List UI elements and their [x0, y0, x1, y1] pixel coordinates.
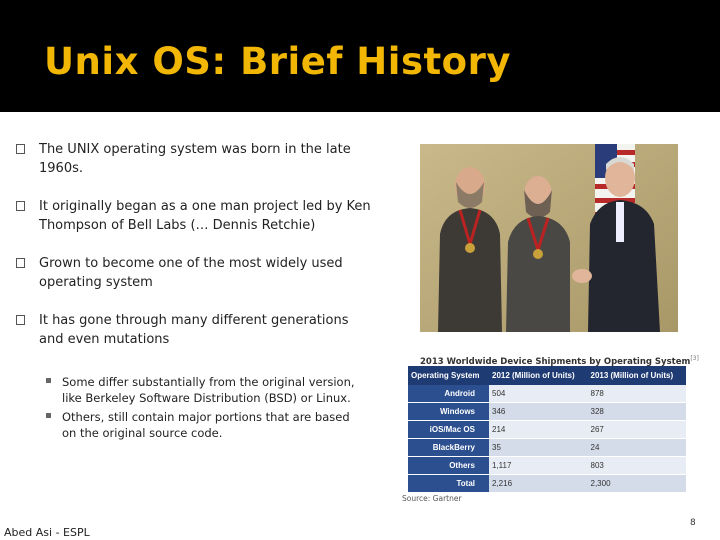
os-cell: Android	[408, 385, 489, 403]
os-cell: Windows	[408, 403, 489, 421]
os-cell: BlackBerry	[408, 439, 489, 457]
title-bar	[0, 0, 720, 112]
bullet-list	[16, 140, 376, 368]
value-cell: 35	[489, 439, 588, 457]
bullet-box-icon	[16, 258, 25, 268]
slide-title: Unix OS: Brief History	[44, 40, 511, 83]
sub-bullet-list	[44, 374, 364, 444]
value-cell: 2,300	[588, 475, 687, 493]
value-cell: 504	[489, 385, 588, 403]
table-row	[408, 385, 686, 403]
column-header: Operating System	[408, 366, 489, 385]
value-cell: 803	[588, 457, 687, 475]
bullet-item: It has gone through many different generations and even mutations	[16, 311, 376, 349]
square-bullet-icon	[46, 413, 51, 418]
value-cell: 214	[489, 421, 588, 439]
value-cell: 878	[588, 385, 687, 403]
value-cell: 24	[588, 439, 687, 457]
photo-illustration	[420, 144, 678, 332]
bullet-item: The UNIX operating system was born in the late 1960s.	[16, 140, 376, 178]
os-cell: Others	[408, 457, 489, 475]
column-header: 2013 (Million of Units)	[588, 366, 687, 385]
table-source: Source: Gartner	[402, 494, 462, 503]
bullet-item: It originally began as a one man project led by Ken Thompson of Bell Labs (… Dennis Retchie)	[16, 197, 376, 235]
slide-footer: Abed Asi - ESPL	[4, 526, 90, 539]
bullet-box-icon	[16, 201, 25, 211]
sub-bullet-item: Some differ substantially from the original version, like Berkeley Software Distribution (BSD) or Linux.	[44, 374, 364, 406]
value-cell: 1,117	[489, 457, 588, 475]
award-photo	[420, 144, 678, 332]
table-row	[408, 475, 686, 493]
value-cell: 346	[489, 403, 588, 421]
bullet-box-icon	[16, 144, 25, 154]
value-cell: 328	[588, 403, 687, 421]
sub-bullet-item: Others, still contain major portions that are based on the original source code.	[44, 409, 364, 441]
os-cell: Total	[408, 475, 489, 493]
shipments-table	[408, 366, 686, 493]
table-row	[408, 403, 686, 421]
table-title: 2013 Worldwide Device Shipments by Operating System[3]	[420, 355, 699, 367]
device-shipments-table	[400, 352, 699, 493]
table-row	[408, 439, 686, 457]
table-header-row	[408, 366, 686, 385]
value-cell: 2,216	[489, 475, 588, 493]
bullet-item: Grown to become one of the most widely used operating system	[16, 254, 376, 292]
square-bullet-icon	[46, 378, 51, 383]
value-cell: 267	[588, 421, 687, 439]
table-row	[408, 421, 686, 439]
column-header: 2012 (Million of Units)	[489, 366, 588, 385]
table-row	[408, 457, 686, 475]
bullet-box-icon	[16, 315, 25, 325]
page-number: 8	[690, 518, 696, 528]
os-cell: iOS/Mac OS	[408, 421, 489, 439]
